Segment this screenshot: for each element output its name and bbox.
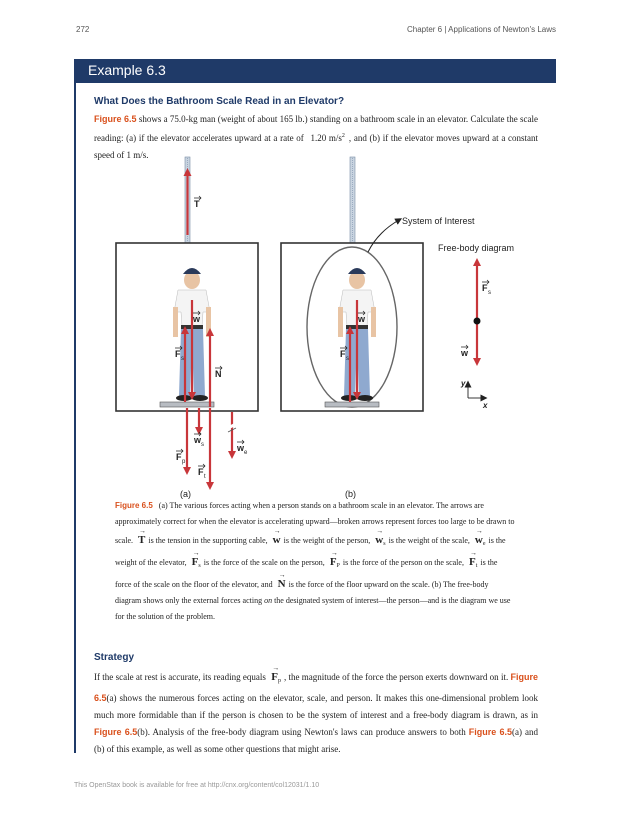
scale-a — [160, 402, 214, 407]
system-of-interest-label: System of Interest — [402, 216, 475, 226]
figure-link[interactable]: Figure 6.5 — [94, 727, 138, 737]
acceleration-value: 1.20 $m/s^2$ — [310, 133, 345, 143]
svg-text:s: s — [201, 442, 204, 448]
panel-b-label: (b) — [345, 489, 356, 499]
free-body-diagram-label: Free-body diagram — [438, 243, 515, 253]
caption-label: Figure 6.5 — [115, 501, 153, 510]
svg-text:s: s — [488, 290, 491, 296]
scale-weight-label: w — [194, 435, 202, 445]
example-heading: What Does the Bathroom Scale Read in an Elevator? — [94, 96, 345, 107]
fbd-scale-force-label: F — [482, 283, 488, 293]
chapter-header: Chapter 6 | Applications of Newton's Laws — [406, 25, 556, 34]
normal-label: N — [215, 369, 222, 379]
panel-a-label: (a) — [180, 489, 191, 499]
tension-label: T — [194, 199, 200, 209]
strategy-heading: Strategy — [94, 652, 135, 663]
person-on-scale-label: F — [176, 452, 182, 462]
svg-text:s: s — [181, 356, 184, 362]
figure-caption: Figure 6.5 (a) The various forces acting when a person stands on a bathroom scale in an elevator. The arrows are approximately correct for when the elevator is accelerating upward—broken arrows represent forces too large to be drawn to scale. → T is the tension in the supporting cable, → w is the weight of the person, → $w_s$ is the weight of the scale, → $w_e$ is the weight of the elevator, → $F_s$ is the force of the scale on the person, → $F_P$ is the force of the person on the scale, → $F_t$ is the force of the scale on the floor of the elevator, and → N is the force of the floor upward on the scale. (b) The free-body diagram shows only the external forces acting on the designated system of interest—the person—and is the diagram we use for the solution of the problem. — [115, 498, 515, 625]
scale-on-floor-label: F — [198, 467, 204, 477]
y-axis-label: y — [461, 379, 466, 388]
svg-text:p: p — [182, 459, 186, 465]
figure-link[interactable]: Figure 6.5 — [94, 672, 539, 703]
weight-label-a: w — [193, 314, 201, 324]
svg-text:e: e — [244, 450, 248, 456]
strategy-paragraph: If the scale at rest is accurate, its reading equals → $F_p$ , the magnitude of the force the person exerts downward on it. Figure 6.5(a) shows the numerous forces acting on the elevator, scale, and person. It makes this one-dimensional problem look much more formidable than if the person is chosen to be the system of interest and a free-body diagram is drawn, as in Figure 6.5(b). Analysis of the free-body diagram using Newton's laws can produce answers to both Figure 6.5(a) and (b) of this example, as well as some other questions that might arise. — [94, 667, 538, 758]
fbd-point — [474, 318, 481, 325]
fbd-weight-label: w — [461, 348, 469, 358]
figure-link[interactable]: Figure 6.5 — [468, 727, 513, 737]
x-axis-label: x — [483, 401, 488, 410]
scale-force-label-b: F — [340, 349, 346, 359]
problem-statement: Figure 6.5 shows a 75.0-kg man (weight of about 165 lb.) standing on a bathroom scale in an elevator. Calculate the scale reading: (a) if the elevator accelerates upward at a rate of 1.20 $m/s^2$ , and (b) if the elevator moves upward at a constant speed of 1 m/s. — [94, 114, 539, 160]
svg-text:t: t — [204, 474, 206, 480]
example-title: Example 6.3 — [88, 62, 166, 78]
weight-label-b: w — [358, 314, 366, 324]
scale-b — [325, 402, 379, 407]
scale-force-label-a: F — [175, 349, 181, 359]
figure-link[interactable]: Figure 6.5 — [94, 114, 137, 124]
page-number: 272 — [76, 25, 90, 34]
svg-text:s: s — [346, 356, 349, 362]
elevator-weight-label: w — [237, 443, 245, 453]
footer-note: This OpenStax book is available for free at http://cnx.org/content/col12031/1.10 — [74, 782, 320, 789]
